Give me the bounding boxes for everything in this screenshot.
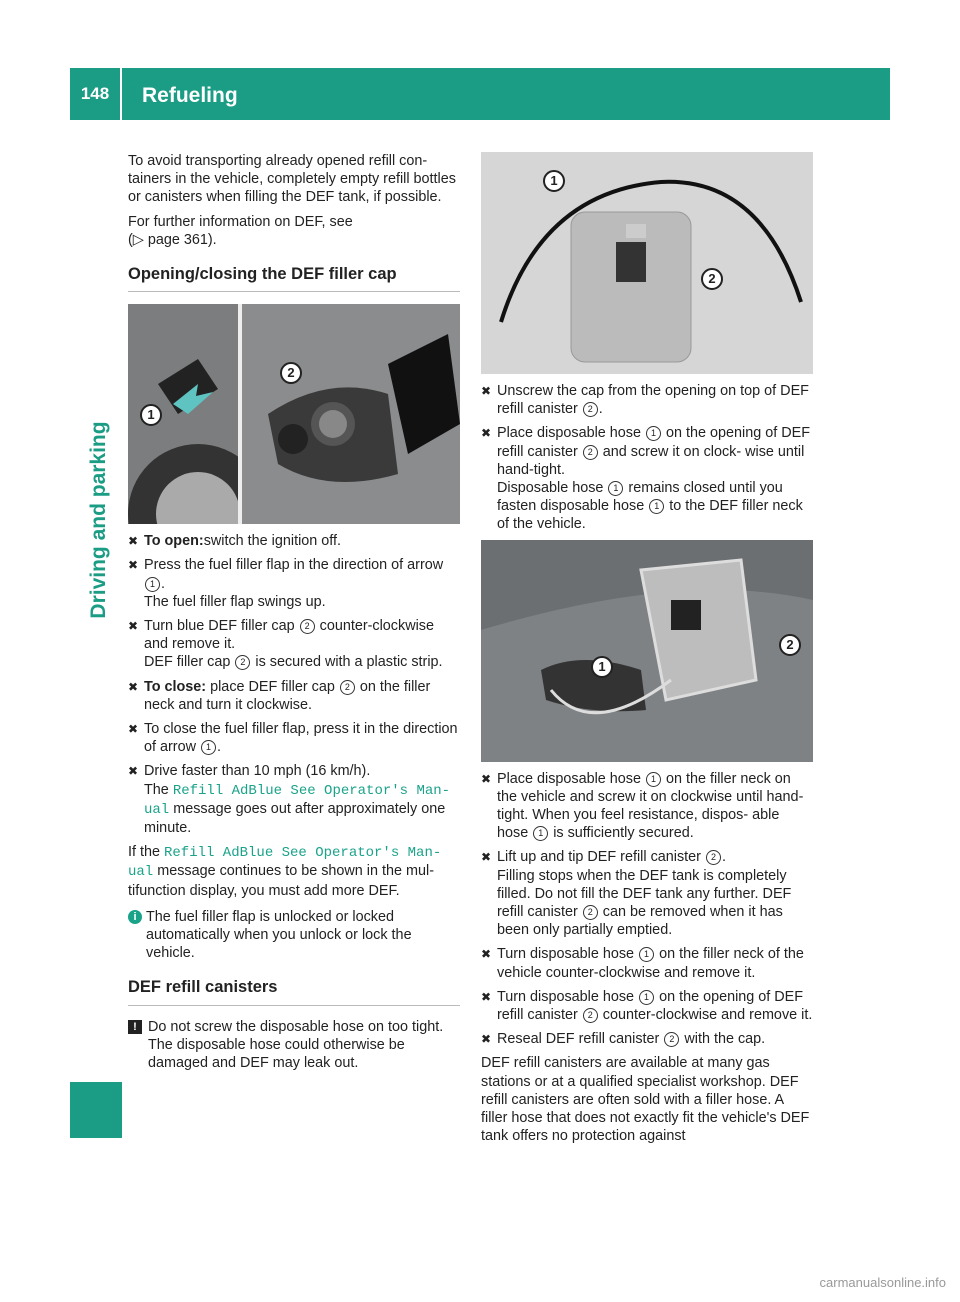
- step-text: on the filler neck of the vehicle counter-clockwise and remove it.: [497, 946, 804, 981]
- step-text: Place disposable hose: [497, 770, 642, 787]
- step-unscrew-cap: [481, 382, 813, 418]
- ref-2-icon: 2: [300, 619, 315, 634]
- warning-icon: !: [128, 1020, 142, 1034]
- step-text: Drive faster than 10 mph (16 km/h).: [144, 763, 371, 780]
- ref-1-icon: 1: [646, 772, 661, 787]
- step-arrow-icon: ✖: [481, 989, 492, 1004]
- step-arrow-icon: ✖: [128, 619, 139, 634]
- step-text: .: [598, 401, 603, 418]
- step-place-hose: [481, 424, 813, 533]
- outro-paragraph: DEF refill canisters are available at many gas stations or at a qualified specialist workshop. DEF refill canisters are often sold with a filler hose. A filler hose that does not exactly fit the vehicle's DEF tank offers no protection against: [481, 1055, 810, 1145]
- step-reseal: [481, 1030, 813, 1048]
- step-text: Unscrew the cap from the opening on top of DEF refill canister: [497, 383, 809, 418]
- step-arrow-icon: ✖: [481, 1032, 492, 1047]
- ref-1-icon: 1: [608, 481, 623, 496]
- step-text: DEF filler cap: [144, 654, 231, 671]
- watermark: carmanualsonline.info: [819, 1275, 946, 1290]
- right-column: [481, 152, 813, 1151]
- step-text: Press the fuel filler flap in the direction of arrow: [144, 557, 444, 574]
- display-message: Refill AdBlue See Operator's Man- ual: [128, 845, 442, 881]
- filler-cap-illustration: [128, 304, 460, 524]
- ref-1-icon: 1: [145, 577, 160, 592]
- canister-hose-illustration: [481, 152, 813, 374]
- callout-1: 1: [591, 656, 613, 678]
- step-text: Place disposable hose: [497, 425, 642, 442]
- step-text: place DEF filler cap: [210, 678, 335, 695]
- side-tab-block: [70, 1082, 122, 1138]
- step-lift-canister: [481, 848, 813, 939]
- step-text: on the opening of DEF refill canister: [497, 988, 804, 1024]
- section-heading-refill-canisters: DEF refill canisters: [128, 978, 460, 1005]
- callout-2: 2: [280, 362, 302, 384]
- step-text: Disposable hose: [497, 480, 604, 497]
- step-text: Filling stops when the DEF tank is completely filled. Do not fill the DEF tank any further. DEF refill canister: [497, 867, 792, 921]
- info-icon: i: [128, 910, 142, 924]
- step-text: is secured with a plastic strip.: [255, 654, 443, 671]
- step-text: remains closed until you fasten disposable hose: [497, 480, 783, 515]
- ref-1-icon: 1: [639, 990, 654, 1005]
- ref-2-icon: 2: [340, 680, 355, 695]
- step-text: message goes out after approximately one minute.: [144, 800, 446, 837]
- step-arrow-icon: ✖: [481, 850, 492, 865]
- step-text: .: [161, 575, 165, 592]
- ref-2-icon: 2: [583, 445, 598, 460]
- ref-1-icon: 1: [201, 740, 216, 755]
- step-text: and screw it on clock- wise until hand-tight.: [497, 443, 805, 478]
- step-text: The: [144, 781, 169, 798]
- section-heading-filler-cap: Opening/closing the DEF filler cap: [128, 265, 460, 292]
- note-text: The fuel filler flap is unlocked or locked automatically when you unlock or lock the vehicle.: [146, 908, 412, 962]
- step-text: The fuel filler flap swings up.: [144, 593, 326, 610]
- ref-2-icon: 2: [583, 402, 598, 417]
- step-text: can be removed when it has been only partially emptied.: [497, 904, 783, 939]
- step-place-filler-neck: [481, 770, 813, 843]
- page-reference[interactable]: (▷ page 361).: [128, 231, 217, 248]
- step-arrow-icon: ✖: [128, 558, 139, 573]
- info-note: [128, 908, 460, 963]
- step-arrow-icon: ✖: [481, 384, 492, 398]
- step-close-flap: [128, 720, 460, 756]
- step-press-flap: [128, 556, 460, 611]
- step-arrow-icon: ✖: [128, 722, 139, 737]
- display-message: Refill AdBlue See Operator's Man- ual: [144, 782, 451, 818]
- page-title: Refueling: [142, 84, 238, 107]
- warning-note: [128, 1018, 460, 1073]
- step-text: Lift up and tip DEF refill canister: [497, 849, 701, 866]
- step-text: Turn blue DEF filler cap: [144, 618, 295, 635]
- step-arrow-icon: ✖: [128, 679, 139, 694]
- step-text: Reseal DEF refill canister: [497, 1031, 660, 1048]
- step-text: .: [721, 849, 726, 866]
- left-column: [128, 152, 460, 1080]
- ref-1-icon: 1: [639, 947, 654, 962]
- step-label: To open:: [144, 533, 204, 550]
- step-text: on the filler neck and turn it clockwise.: [144, 678, 431, 713]
- step-label: To close:: [144, 678, 207, 695]
- filler-neck-photo: [481, 540, 813, 762]
- step-turn-cap: [128, 617, 460, 672]
- ref-1-icon: 1: [646, 426, 661, 441]
- side-tab-label: Driving and parking: [87, 421, 110, 619]
- step-drive: [128, 762, 460, 837]
- callout-1: 1: [543, 170, 565, 192]
- step-text: Turn disposable hose: [497, 946, 635, 963]
- ref-1-icon: 1: [533, 826, 548, 841]
- step-turn-hose-canister: [481, 988, 813, 1024]
- ref-2-icon: 2: [583, 1008, 598, 1023]
- step-arrow-icon: ✖: [481, 426, 492, 441]
- step-text: counter-clockwise and remove it.: [144, 618, 434, 653]
- further-info: [128, 213, 460, 249]
- callout-2: 2: [701, 268, 723, 290]
- step-to-open: [128, 532, 460, 550]
- step-arrow-icon: ✖: [481, 947, 492, 962]
- step-arrow-icon: ✖: [128, 764, 139, 779]
- step-text: counter-clockwise and remove it.: [602, 1007, 813, 1024]
- step-text: .: [216, 739, 221, 756]
- filler-neck-illustration: [481, 540, 813, 762]
- callout-2: 2: [779, 634, 801, 656]
- step-text: switch the ignition off.: [203, 533, 342, 550]
- ref-2-icon: 2: [706, 850, 721, 865]
- ref-2-icon: 2: [664, 1032, 679, 1047]
- step-text: to the DEF filler neck of the vehicle.: [497, 498, 803, 533]
- step-arrow-icon: ✖: [128, 534, 139, 549]
- step-text: on the filler neck on the vehicle and screw it on clockwise until hand-tight. When you feel resistance, dispos- able hose: [497, 770, 804, 842]
- note-text: Do not screw the disposable hose on too tight. The disposable hose could otherwise be damaged and DEF may leak out.: [148, 1018, 444, 1072]
- para-text: message continues to be shown in the mul- tifunction display, you must add more DEF.: [128, 863, 434, 899]
- ref-1-icon: 1: [649, 499, 664, 514]
- page-number: 148: [70, 68, 122, 120]
- step-text: with the cap.: [684, 1031, 766, 1048]
- ref-2-icon: 2: [235, 655, 250, 670]
- ref-2-icon: 2: [583, 905, 598, 920]
- step-text: To close the fuel filler flap, press it in the direction of arrow: [144, 721, 458, 756]
- canister-hose-photo: [481, 152, 813, 374]
- further-text: For further information on DEF, see: [128, 213, 353, 230]
- para-text: If the: [128, 844, 160, 861]
- step-text: Turn disposable hose: [497, 988, 635, 1005]
- callout-1: 1: [140, 404, 162, 426]
- step-turn-hose-neck: [481, 945, 813, 981]
- step-text: on the opening of DEF refill canister: [497, 425, 811, 460]
- filler-cap-photo: [128, 304, 460, 524]
- step-arrow-icon: ✖: [481, 771, 492, 786]
- step-text: is sufficiently secured.: [553, 825, 694, 842]
- step-to-close: [128, 678, 460, 714]
- continue-paragraph: [128, 843, 460, 900]
- intro-paragraph: To avoid transporting already opened refill con- tainers in the vehicle, completely empty refill bottles or canisters when filling the DEF tank, if possible.: [128, 153, 456, 206]
